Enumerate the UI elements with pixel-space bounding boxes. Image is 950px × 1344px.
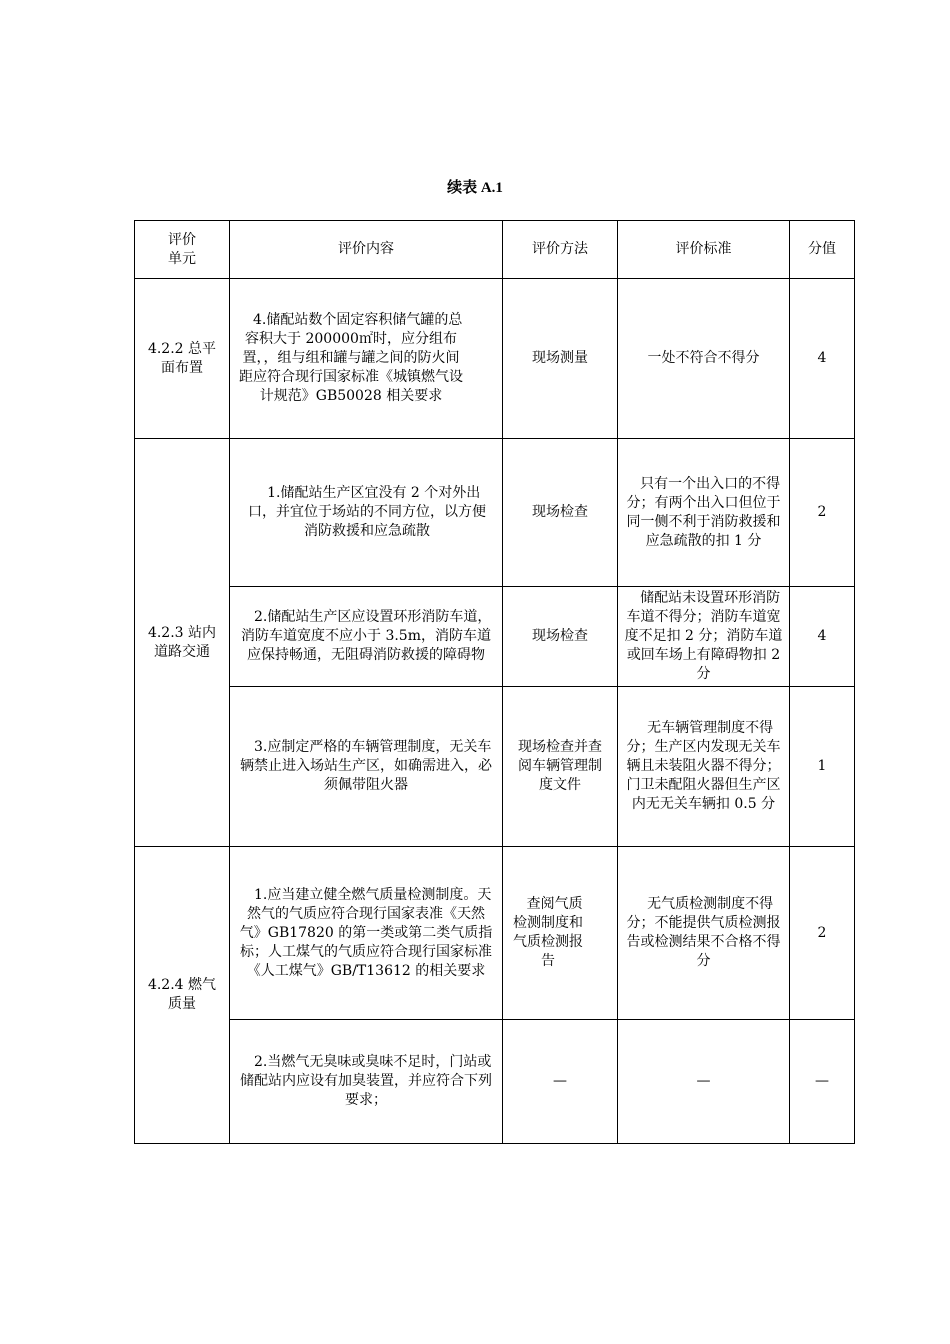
content-text: 1.储配站生产区宜没有 2 个对外出口，并宜位于场站的不同方位，以方便消防救援和应急疏散	[248, 485, 486, 539]
method-cell	[503, 847, 618, 1020]
unit-cell: 4.2.3 站内道路交通	[135, 439, 230, 847]
score-cell: 4	[790, 279, 855, 439]
criteria-cell	[618, 687, 790, 847]
content-text: 3.应制定严格的车辆管理制度，无关车辆禁止进入场站生产区，如确需进入，必须佩带阻火器	[240, 739, 492, 793]
score-cell: 1	[790, 687, 855, 847]
score-cell: —	[790, 1020, 855, 1144]
method-text: 查阅气质检测制度和气质检测报告	[513, 896, 583, 969]
content-cell	[230, 279, 503, 439]
content-cell	[230, 1020, 503, 1144]
criteria-text: 无气质检测制度不得分；不能提供气质检测报告或检测结果不合格不得分	[626, 896, 781, 969]
score-cell: 2	[790, 847, 855, 1020]
evaluation-table	[134, 220, 855, 1144]
criteria-cell	[618, 847, 790, 1020]
method-cell: 现场测量	[503, 279, 618, 439]
score-cell: 2	[790, 439, 855, 587]
header-method: 评价方法	[503, 221, 618, 279]
table-row	[135, 847, 855, 1020]
unit-cell: 4.2.2 总平面布置	[135, 279, 230, 439]
header-score: 分值	[790, 221, 855, 279]
unit-cell: 4.2.4 燃气质量	[135, 847, 230, 1144]
content-cell	[230, 587, 503, 687]
header-unit: 评价 单元	[135, 221, 230, 279]
score-cell: 4	[790, 587, 855, 687]
criteria-cell	[618, 587, 790, 687]
table-row	[135, 587, 855, 687]
criteria-cell	[618, 439, 790, 587]
table-row	[135, 439, 855, 587]
method-cell: 现场检查	[503, 439, 618, 587]
method-cell: —	[503, 1020, 618, 1144]
header-criteria: 评价标准	[618, 221, 790, 279]
table-row	[135, 687, 855, 847]
header-row	[135, 221, 855, 279]
content-text: 2.储配站生产区应设置环形消防车道，消防车道宽度不应小于 3.5m，消防车道应保持畅通，无阻碍消防救援的障碍物	[241, 609, 492, 663]
criteria-text: 储配站未设置环形消防车道不得分；消防车道宽度不足扣 2 分；消防车道或回车场上有障碍物扣 2 分	[624, 590, 783, 682]
criteria-cell: 一处不符合不得分	[618, 279, 790, 439]
table-row	[135, 1020, 855, 1144]
content-cell	[230, 687, 503, 847]
header-content: 评价内容	[230, 221, 503, 279]
criteria-text: 只有一个出入口的不得分；有两个出入口但位于同一侧不利于消防救援和应急疏散的扣 1 分	[626, 475, 781, 549]
content-cell	[230, 439, 503, 587]
criteria-text: 无车辆管理制度不得分；生产区内发现无关车辆且未装阻火器不得分；门卫未配阻火器但生产区内无无关车辆扣 0.5 分	[626, 720, 781, 812]
content-text: 1.应当建立健全燃气质量检测制度。天然气的气质应符合现行国家表准《天然气》GB17820 的第一类或第二类气质指标；人工煤气的气质应符合现行国家标准《人工煤气》GB/T13612 的相关要求	[239, 886, 493, 979]
content-text: 2.当燃气无臭味或臭味不足时，门站或储配站内应设有加臭装置，并应符合下列要求；	[240, 1054, 492, 1108]
content-cell	[230, 847, 503, 1020]
content-text: 4.储配站数个固定容积储气罐的总容积大于 200000㎡时，应分组布置，，组与组和罐与罐之间的防火间距应符合现行国家标准《城镇燃气设计规范》GB50028 相关要求	[239, 312, 463, 404]
table-row	[135, 279, 855, 439]
method-cell: 现场检查并查阅车辆管理制度文件	[503, 687, 618, 847]
criteria-cell: —	[618, 1020, 790, 1144]
method-cell: 现场检查	[503, 587, 618, 687]
table-caption: 续表 A.1	[447, 180, 503, 196]
